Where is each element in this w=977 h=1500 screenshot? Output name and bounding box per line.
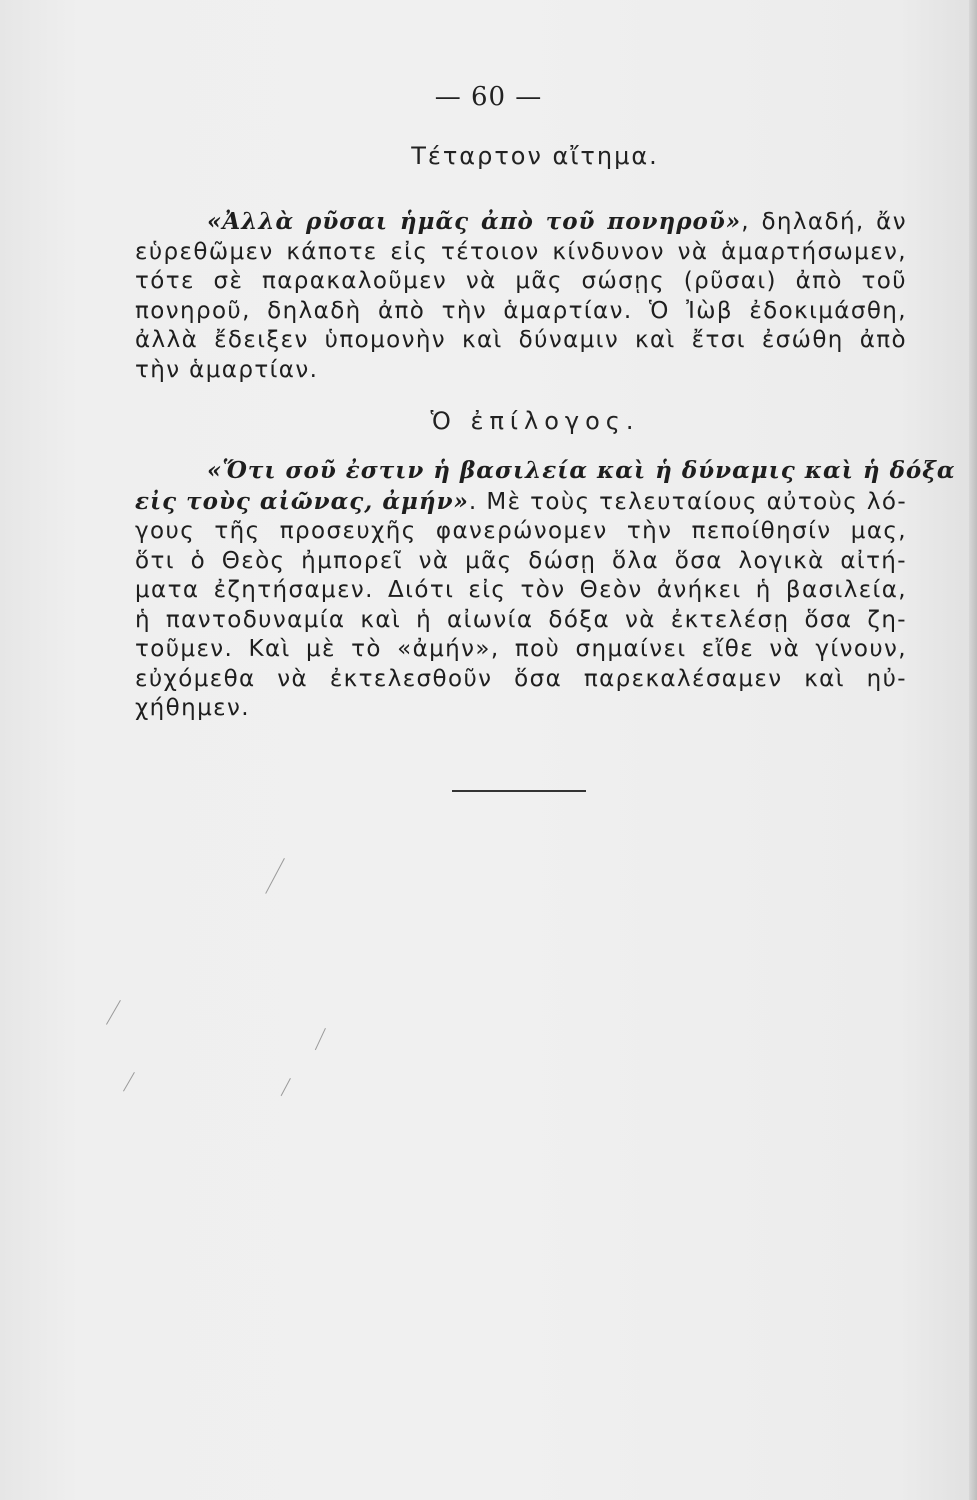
paragraph-line: εὑρεθῶμεν κάποτε εἰς τέτοιον κίνδυνον νὰ ἁμαρτήσωμεν, xyxy=(135,238,907,265)
page-edge-shadow xyxy=(969,0,977,1500)
paragraph-fourth-petition xyxy=(135,207,907,385)
line-text: . Μὲ τοὺς τελευταίους αὐτοὺς λό- xyxy=(468,488,908,515)
scripture-quote: «Ἀλλὰ ρῦσαι ἡμᾶς ἀπὸ τοῦ πονηροῦ» xyxy=(207,208,742,235)
paragraph-line: εὐχόμεθα νὰ ἐκτελεσθοῦν ὅσα παρεκαλέσαμεν καὶ ηὐ- xyxy=(135,665,907,692)
section-heading-epilogue: Ὁ ἐπίλογος. xyxy=(430,407,640,435)
scripture-quote: εἰς τοὺς αἰῶνας, ἀμήν» xyxy=(135,487,469,515)
paragraph-line: ὅτι ὁ Θεὸς ἠμπορεῖ νὰ μᾶς δώσῃ ὅλα ὅσα λογικὰ αἰτή- xyxy=(135,547,907,574)
paragraph-line: πονηροῦ, δηλαδὴ ἀπὸ τὴν ἁμαρτίαν. Ὁ Ἰὼβ ἐδοκιμάσθη, xyxy=(135,297,907,324)
end-rule xyxy=(452,790,586,792)
scan-speck xyxy=(281,1078,291,1096)
paragraph-line: ματα ἐζητήσαμεν. Διότι εἰς τὸν Θεὸν ἀνήκει ἡ βασιλεία, xyxy=(135,577,907,603)
scan-speck xyxy=(265,858,285,894)
paragraph-line: γους τῆς προσευχῆς φανερώνομεν τὴν πεποίθησίν μας, xyxy=(135,518,907,544)
scripture-quote: «Ὅτι σοῦ ἐστιν ἡ βασιλεία καὶ ἡ δύναμις καὶ ἡ δόξα xyxy=(207,457,956,484)
paragraph-line: ἡ παντοδυναμία καὶ ἡ αἰωνία δόξα νὰ ἐκτελέσῃ ὅσα ζη- xyxy=(135,606,907,633)
paragraph-line: τοῦμεν. Καὶ μὲ τὸ «ἀμήν», ποὺ σημαίνει εἴθε νὰ γίνουν, xyxy=(135,636,907,662)
paragraph-line: τότε σὲ παρακαλοῦμεν νὰ μᾶς σώσῃς (ρῦσαι) ἀπὸ τοῦ xyxy=(135,268,907,294)
paragraph-line xyxy=(135,456,956,487)
paragraph-line: χήθημεν. xyxy=(135,695,250,721)
paragraph-line: ἀλλὰ ἔδειξεν ὑπομονὴν καὶ δύναμιν καὶ ἔτσι ἐσώθη ἀπὸ xyxy=(135,327,907,353)
scan-speck xyxy=(106,1000,121,1025)
paragraph-line xyxy=(135,487,907,518)
paragraph-epilogue xyxy=(135,456,956,724)
scan-speck xyxy=(123,1072,135,1092)
paragraph-line: τὴν ἁμαρτίαν. xyxy=(135,356,319,383)
paragraph-line xyxy=(135,207,907,238)
section-heading-fourth-petition: Τέταρτον αἴτημα. xyxy=(411,142,659,170)
line-text: , δηλαδή, ἄν xyxy=(741,209,907,235)
page-number: — 60 — xyxy=(434,82,543,112)
scan-speck xyxy=(315,1028,326,1050)
